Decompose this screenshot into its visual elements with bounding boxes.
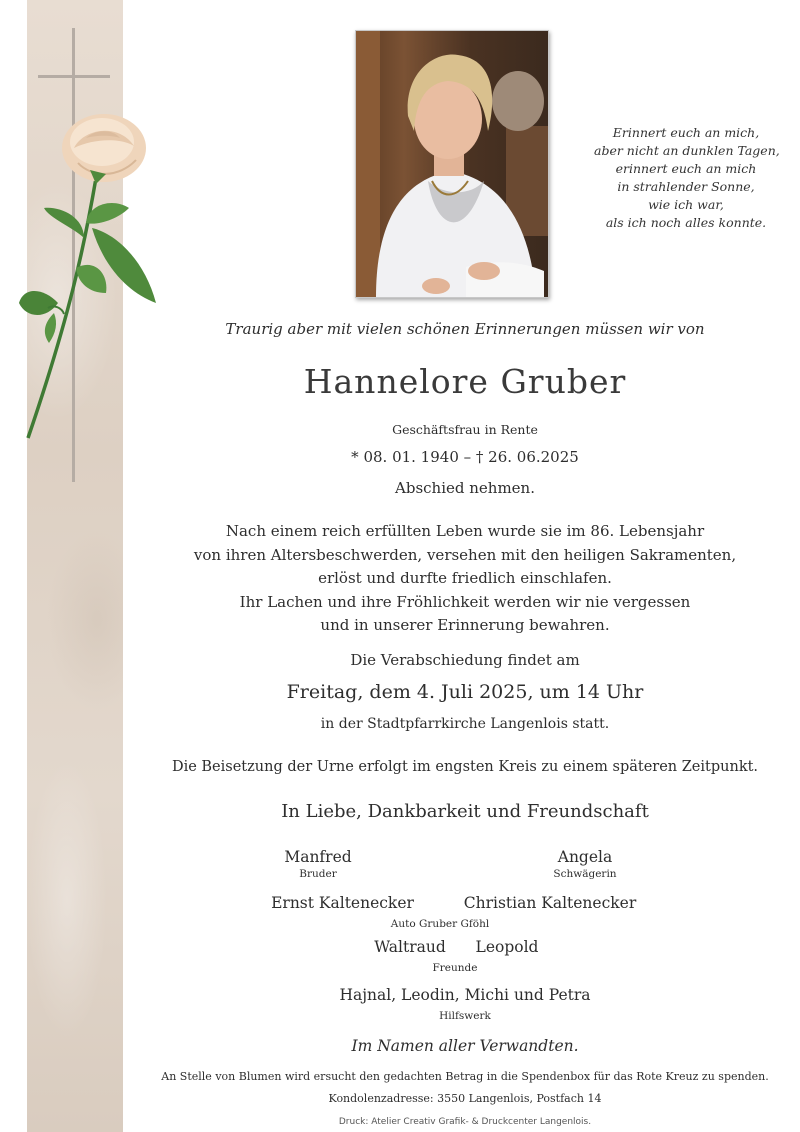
closing-line: In Liebe, Dankbarkeit und Freundschaft <box>281 801 649 822</box>
group-relation: Hilfswerk <box>439 1010 491 1022</box>
mourner-relation: Schwägerin <box>553 868 617 880</box>
printer-credit: Druck: Atelier Creativ Grafik- & Druckcenter Langenlois. <box>338 1117 592 1127</box>
mourner-manfred <box>258 848 378 880</box>
mourner-christian <box>450 894 650 912</box>
life-dates: * 08. 01. 1940 – † 26. 06.2025 <box>351 448 579 466</box>
ceremony-place: in der Stadtpfarrkirche Langenlois statt. <box>320 716 610 732</box>
body-line: und in unserer Erinnerung bewahren. <box>320 616 610 634</box>
donation-note: An Stelle von Blumen wird ersucht den gedachten Betrag in die Spendenbox für das Rote Kreuz zu spenden. <box>161 1070 769 1083</box>
poem-line: Erinnert euch an mich, <box>612 125 760 140</box>
poem-line: wie ich war, <box>648 197 724 212</box>
urn-burial-note: Die Beisetzung der Urne erfolgt im engsten Kreis zu einem späteren Zeitpunkt. <box>171 759 759 775</box>
ceremony-date: Freitag, dem 4. Juli 2025, um 14 Uhr <box>286 681 644 703</box>
farewell-text: Abschied nehmen. <box>395 479 535 497</box>
mourner-relation: Bruder <box>299 868 337 880</box>
mourner-angela <box>525 848 645 880</box>
condolence-address: Kondolenzadresse: 3550 Langenlois, Postfach 14 <box>328 1092 602 1105</box>
company-relation: Auto Gruber Gföhl <box>390 918 490 930</box>
mourner-name: Manfred <box>284 848 352 866</box>
deceased-name: Hannelore Gruber <box>303 362 627 401</box>
friends-relation: Freunde <box>432 962 478 974</box>
mourner-group: Hajnal, Leodin, Michi und Petra <box>339 986 591 1004</box>
body-line: von ihren Altersbeschwerden, versehen mit den heiligen Sakramenten, <box>193 545 737 564</box>
body-text <box>140 520 790 638</box>
poem <box>594 124 778 232</box>
mourner-ernst <box>250 894 435 912</box>
portrait-photo <box>355 30 549 298</box>
poem-line: aber nicht an dunklen Tagen, <box>594 143 780 158</box>
body-line: erlöst und durfte friedlich einschlafen. <box>318 569 612 587</box>
profession: Geschäftsfrau in Rente <box>392 422 538 437</box>
mourner-waltraud <box>360 938 460 956</box>
relatives-line: Im Namen aller Verwandten. <box>351 1037 579 1055</box>
mourner-leopold <box>462 938 552 956</box>
poem-line: in strahlender Sonne, <box>617 179 755 194</box>
ceremony-intro: Die Verabschiedung findet am <box>350 651 580 669</box>
poem-line: als ich noch alles konnte. <box>605 215 767 230</box>
mourner-name: Leopold <box>475 938 539 956</box>
body-line: Nach einem reich erfüllten Leben wurde sie im 86. Lebensjahr <box>225 522 705 540</box>
intro-text: Traurig aber mit vielen schönen Erinnerungen müssen wir von <box>225 320 705 338</box>
mourner-name: Christian Kaltenecker <box>463 894 637 912</box>
poem-line: erinnert euch an mich <box>615 161 757 176</box>
mourner-name: Angela <box>557 848 613 866</box>
mourner-name: Ernst Kaltenecker <box>271 894 414 912</box>
mourner-name: Waltraud <box>374 938 446 956</box>
body-line: Ihr Lachen und ihre Fröhlichkeit werden wir nie vergessen <box>239 592 691 611</box>
